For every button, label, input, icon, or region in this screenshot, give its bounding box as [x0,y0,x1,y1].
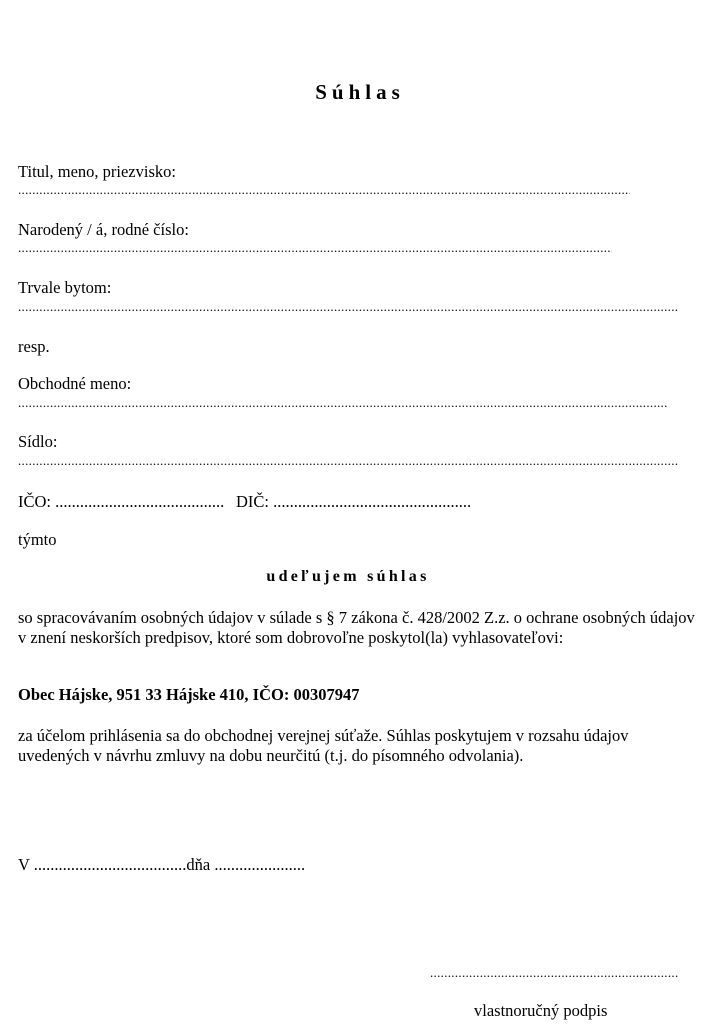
residence-label: Trvale bytom: [18,278,112,297]
signature-label: vlastnoručný podpis [474,1001,608,1020]
hereby-text: týmto [18,530,57,549]
business-name-fill-line[interactable] [18,400,668,410]
born-fill-line[interactable] [18,245,612,255]
ico-field[interactable]: IČO: ......................................... [18,492,225,511]
name-fill-line[interactable] [18,187,630,197]
grant-heading: udeľujem súhlas [266,568,430,585]
signature-line[interactable] [430,970,678,980]
document-title: Súhlas [315,80,405,104]
residence-fill-line[interactable] [18,304,678,314]
seat-label: Sídlo: [18,432,58,451]
consent-paragraph: so spracovávaním osobných údajov v súlade s § 7 zákona č. 428/2002 Z.z. o ochrane osobných údajov v znení neskorších predpisov, ktoré som dobrovoľne poskytol(la) vyhlasovateľovi: [18,608,695,647]
dic-field[interactable]: DIČ: ................................................ [236,492,472,511]
announcer-line: Obec Hájske, 951 33 Hájske 410, IČO: 00307947 [18,685,360,704]
place-date-line[interactable]: V .....................................dňa ...................... [18,855,306,874]
born-label: Narodený / á, rodné číslo: [18,220,189,239]
purpose-paragraph: za účelom prihlásenia sa do obchodnej verejnej súťaže. Súhlas poskytujem v rozsahu údajov uvedených v návrhu zmluvy na dobu neurčitú (t.j. do písomného odvolania). [18,726,629,765]
seat-fill-line[interactable] [18,458,678,468]
resp-label: resp. [18,337,50,356]
name-label: Titul, meno, priezvisko: [18,162,176,181]
business-name-label: Obchodné meno: [18,374,132,393]
